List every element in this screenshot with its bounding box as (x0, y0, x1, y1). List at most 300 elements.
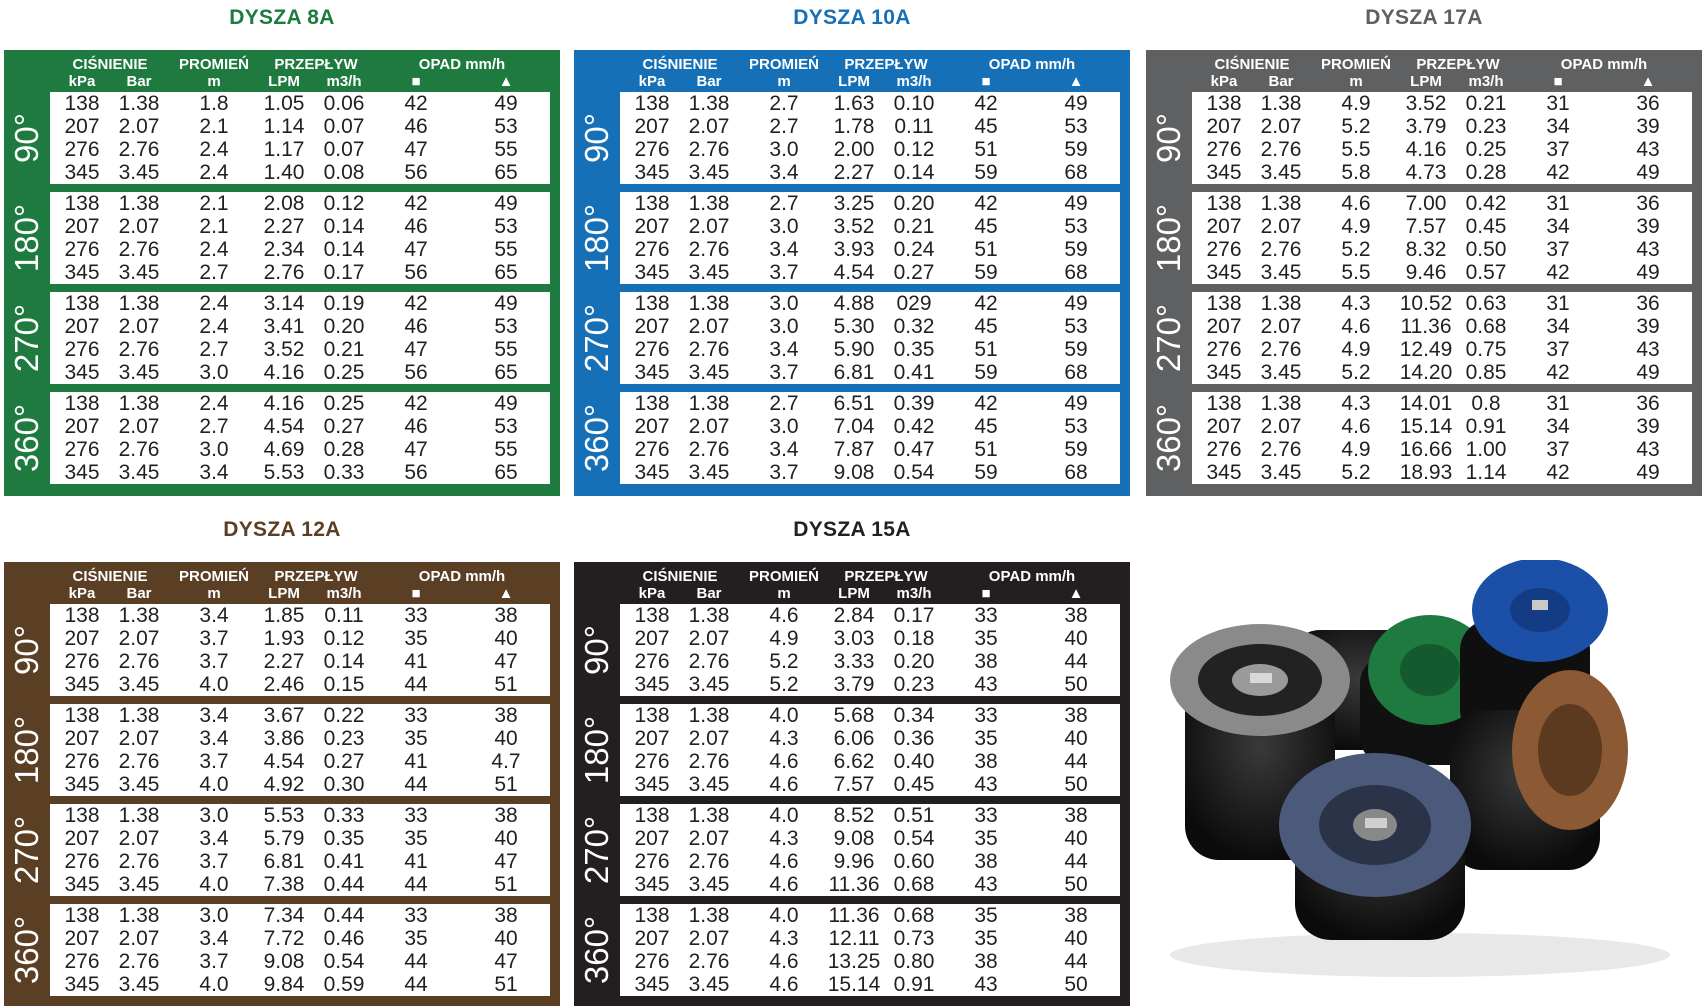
table-header (4, 562, 560, 604)
table-cell: 59 (1064, 338, 1088, 361)
table-cell: 3.45 (688, 361, 730, 384)
angle-values (620, 292, 1120, 384)
table-cell: 46 (404, 415, 428, 438)
table-cell: 33 (404, 804, 428, 827)
table-cell: 4.0 (199, 773, 229, 796)
table-row (50, 261, 550, 284)
header-m: m (1349, 73, 1363, 90)
angle-block (574, 704, 1130, 796)
table-cell: 44 (1064, 850, 1088, 873)
table-row (620, 92, 1120, 115)
table-cell: 49 (1064, 192, 1088, 215)
table-cell: 3.4 (199, 727, 229, 750)
header-kpa: kPa (68, 585, 96, 602)
header-cisnienie: CIŚNIENIE (642, 568, 718, 585)
table-row (50, 973, 550, 996)
table-cell: 0.41 (893, 361, 935, 384)
table-cell: 207 (1206, 115, 1242, 138)
header-square: ■ (1553, 73, 1563, 90)
table-cell: 207 (64, 927, 100, 950)
table-cell: 3.4 (199, 827, 229, 850)
table-cell: 0.68 (1465, 315, 1507, 338)
table-cell: 0.68 (893, 873, 935, 896)
table-cell: 3.7 (199, 627, 229, 650)
table-cell: 207 (1206, 215, 1242, 238)
nozzle-table (574, 8, 1130, 496)
table-cell: 7.04 (833, 415, 875, 438)
header-triangle: ▲ (498, 585, 514, 602)
table-cell: 4.6 (769, 950, 799, 973)
header-triangle: ▲ (1068, 585, 1084, 602)
header-triangle: ▲ (1640, 73, 1656, 90)
table-cell: 0.20 (893, 650, 935, 673)
header-opad: OPAD mm/h (418, 568, 506, 585)
table-cell: 138 (1206, 292, 1242, 315)
table-cell: 59 (974, 461, 998, 484)
table-cell: 49 (1064, 292, 1088, 315)
table-cell: 35 (974, 627, 998, 650)
table-cell: 7.57 (1405, 215, 1447, 238)
table-cell: 2.76 (688, 238, 730, 261)
table-cell: 31 (1546, 292, 1570, 315)
table-cell: 2.07 (1260, 115, 1302, 138)
angle-block (1146, 92, 1702, 184)
table-cell: 3.0 (199, 361, 229, 384)
header-kpa: kPa (638, 73, 666, 90)
header-m3h: m3/h (326, 73, 362, 90)
table-cell: 44 (404, 873, 428, 896)
angle-values (620, 392, 1120, 484)
table-cell: 0.07 (323, 138, 365, 161)
angle-text: 270° (578, 303, 616, 373)
angle-block (574, 804, 1130, 896)
table-row (620, 750, 1120, 773)
table-row (50, 773, 550, 796)
table-row (50, 92, 550, 115)
header-kpa: kPa (638, 585, 666, 602)
table-cell: 2.7 (199, 261, 229, 284)
table-title: DYSZA 12A (223, 518, 341, 541)
table-cell: 276 (634, 138, 670, 161)
table-row (50, 850, 550, 873)
table-cell: 2.4 (199, 392, 229, 415)
table-cell: 40 (1064, 727, 1088, 750)
table-cell: 43 (974, 973, 998, 996)
table-cell: 2.76 (688, 438, 730, 461)
table-cell: 39 (1636, 315, 1660, 338)
table-cell: 6.51 (833, 392, 875, 415)
table-cell: 3.03 (833, 627, 875, 650)
table-cell: 5.5 (1341, 138, 1371, 161)
table-cell: 49 (494, 92, 518, 115)
table-cell: 0.36 (893, 727, 935, 750)
angle-block (574, 604, 1130, 696)
table-cell: 46 (404, 315, 428, 338)
table-cell: 15.14 (827, 973, 881, 996)
table-cell: 0.45 (893, 773, 935, 796)
table-cell: 4.6 (769, 604, 799, 627)
table-cell: 4.9 (1341, 92, 1371, 115)
table-cell: 138 (64, 192, 100, 215)
table-cell: 2.7 (769, 392, 799, 415)
table-cell: 53 (494, 115, 518, 138)
table-cell: 3.25 (833, 192, 875, 215)
table-cell: 2.07 (688, 827, 730, 850)
table-cell: 0.23 (893, 673, 935, 696)
angle-block (4, 904, 560, 996)
table-row (620, 292, 1120, 315)
table-cell: 1.85 (263, 604, 305, 627)
table-row (1192, 315, 1692, 338)
table-cell: 3.0 (769, 292, 799, 315)
table-cell: 45 (974, 215, 998, 238)
table-cell: 49 (1636, 361, 1660, 384)
table-row (620, 827, 1120, 850)
table-cell: 0.33 (323, 804, 365, 827)
table-cell: 9.08 (833, 827, 875, 850)
table-row (620, 192, 1120, 215)
table-cell: 138 (634, 604, 670, 627)
table-cell: 47 (404, 438, 428, 461)
table-row (620, 604, 1120, 627)
table-header (1146, 50, 1702, 92)
table-cell: 2.76 (688, 850, 730, 873)
table-cell: 2.27 (263, 650, 305, 673)
header-lpm: LPM (838, 73, 870, 90)
table-header (574, 50, 1130, 92)
table-cell: 0.14 (323, 238, 365, 261)
table-row (620, 392, 1120, 415)
table-row (620, 727, 1120, 750)
table-cell: 276 (634, 650, 670, 673)
table-cell: 6.81 (263, 850, 305, 873)
table-cell: 0.42 (1465, 192, 1507, 215)
angle-text: 90° (1150, 113, 1187, 163)
table-cell: 55 (494, 138, 518, 161)
table-cell: 4.3 (1341, 292, 1371, 315)
table-cell: 59 (1064, 438, 1088, 461)
angle-block (574, 392, 1130, 484)
table-cell: 4.9 (1341, 215, 1371, 238)
angle-text: 90° (8, 113, 45, 163)
table-cell: 276 (634, 338, 670, 361)
table-cell: 33 (404, 704, 428, 727)
header-przeplyw: PRZEPŁYW (844, 56, 928, 73)
table-cell: 3.79 (1405, 115, 1447, 138)
table-cell: 43 (974, 873, 998, 896)
table-cell: 138 (64, 292, 100, 315)
table-cell: 0.12 (323, 192, 365, 215)
table-cell: 4.9 (1341, 438, 1371, 461)
table-row (1192, 392, 1692, 415)
table-cell: 2.07 (118, 727, 160, 750)
table-cell: 0.60 (893, 850, 935, 873)
table-cell: 11.36 (828, 904, 880, 927)
angle-block (4, 192, 560, 284)
table-row (1192, 261, 1692, 284)
table-cell: 138 (634, 392, 670, 415)
table-cell: 2.4 (199, 161, 229, 184)
table-cell: 33 (974, 604, 998, 627)
table-cell: 276 (64, 850, 100, 873)
angle-block (574, 292, 1130, 384)
table-row (50, 950, 550, 973)
header-square: ■ (411, 73, 421, 90)
table-cell: 3.7 (199, 650, 229, 673)
table-cell: 207 (64, 627, 100, 650)
table-cell: 42 (404, 92, 428, 115)
table-cell: 49 (494, 392, 518, 415)
table-cell: 1.38 (118, 292, 160, 315)
angle-block (1146, 392, 1702, 484)
table-cell: 40 (1064, 927, 1088, 950)
table-cell: 44 (1064, 650, 1088, 673)
table-cell: 31 (1546, 192, 1570, 215)
table-cell: 35 (404, 927, 428, 950)
table-cell: 207 (1206, 415, 1242, 438)
table-row (50, 161, 550, 184)
table-cell: 14.20 (1399, 361, 1453, 384)
table-cell: 2.1 (199, 115, 229, 138)
table-cell: 3.45 (118, 161, 160, 184)
table-cell: 41 (404, 850, 428, 873)
table-cell: 4.3 (769, 927, 799, 950)
table-cell: 0.44 (323, 873, 365, 896)
angle-values (620, 904, 1120, 996)
table-cell: 15.14 (1399, 415, 1453, 438)
table-cell: 2.76 (688, 138, 730, 161)
table-cell: 0.25 (323, 392, 365, 415)
table-cell: 2.07 (118, 115, 160, 138)
table-cell: 5.2 (1341, 238, 1371, 261)
table-cell: 8.32 (1405, 238, 1447, 261)
header-m: m (207, 585, 221, 602)
table-cell: 36 (1636, 392, 1660, 415)
table-cell: 65 (494, 461, 518, 484)
table-cell: 138 (64, 392, 100, 415)
table-cell: 1.14 (263, 115, 305, 138)
table-cell: 3.4 (199, 704, 229, 727)
table-cell: 4.16 (1405, 138, 1447, 161)
table-cell: 4.6 (769, 973, 799, 996)
table-cell: 1.38 (118, 192, 160, 215)
angle-text: 270° (1150, 303, 1188, 373)
table-cell: 3.45 (688, 261, 730, 284)
table-cell: 0.33 (323, 461, 365, 484)
table-cell: 51 (494, 673, 518, 696)
table-cell: 56 (404, 461, 428, 484)
table-cell: 2.76 (1260, 238, 1302, 261)
table-cell: 0.57 (1465, 261, 1507, 284)
table-cell: 36 (1636, 92, 1660, 115)
table-cell: 4.6 (1341, 192, 1371, 215)
table-row (50, 750, 550, 773)
table-cell: 4.3 (1341, 392, 1371, 415)
angle-block (4, 392, 560, 484)
table-cell: 3.7 (199, 950, 229, 973)
table-cell: 4.3 (769, 827, 799, 850)
table-cell: 3.0 (769, 415, 799, 438)
table-cell: 49 (1636, 461, 1660, 484)
table-cell: 0.75 (1465, 338, 1507, 361)
table-cell: 2.76 (118, 138, 160, 161)
table-cell: 50 (1064, 773, 1088, 796)
table-cell: 3.45 (118, 973, 160, 996)
table-cell: 36 (1636, 192, 1660, 215)
table-row (50, 361, 550, 384)
table-cell: 3.45 (118, 773, 160, 796)
angle-values (50, 604, 550, 696)
table-row (620, 650, 1120, 673)
table-cell: 2.76 (1260, 438, 1302, 461)
table-cell: 207 (634, 627, 670, 650)
table-cell: 65 (494, 161, 518, 184)
table-row (620, 950, 1120, 973)
table-cell: 53 (494, 215, 518, 238)
table-cell: 5.2 (1341, 115, 1371, 138)
table-cell: 0.32 (893, 315, 935, 338)
table-cell: 12.49 (1399, 338, 1453, 361)
table-row (620, 773, 1120, 796)
table-row (50, 461, 550, 484)
table-cell: 44 (404, 973, 428, 996)
table-row (620, 338, 1120, 361)
header-promien: PROMIEŃ (178, 56, 249, 73)
angle-text: 90° (578, 625, 615, 675)
table-cell: 207 (634, 115, 670, 138)
table-cell: 2.4 (199, 292, 229, 315)
table-cell: 345 (634, 161, 670, 184)
table-row (50, 438, 550, 461)
table-row (1192, 238, 1692, 261)
table-cell: 40 (494, 927, 518, 950)
table-cell: 0.34 (893, 704, 935, 727)
table-cell: 4.6 (1341, 315, 1371, 338)
table-cell: 2.00 (833, 138, 875, 161)
table-cell: 4.9 (1341, 338, 1371, 361)
table-cell: 3.4 (769, 338, 799, 361)
table-cell: 0.15 (323, 673, 365, 696)
table-cell: 9.08 (263, 950, 305, 973)
table-cell: 0.14 (323, 650, 365, 673)
header-przeplyw: PRZEPŁYW (1416, 56, 1500, 73)
angle-text: 180° (1150, 203, 1188, 273)
table-cell: 65 (494, 261, 518, 284)
table-cell: 345 (64, 161, 100, 184)
table-cell: 3.7 (199, 750, 229, 773)
header-cisnienie: CIŚNIENIE (72, 568, 148, 585)
table-cell: 0.68 (893, 904, 935, 927)
table-cell: 59 (974, 261, 998, 284)
table-cell: 4.9 (769, 627, 799, 650)
table-cell: 2.07 (688, 627, 730, 650)
table-cell: 5.30 (833, 315, 875, 338)
table-cell: 0.50 (1465, 238, 1507, 261)
table-cell: 0.10 (893, 92, 935, 115)
header-promien: PROMIEŃ (178, 568, 249, 585)
table-cell: 138 (634, 192, 670, 215)
table-cell: 345 (64, 773, 100, 796)
angle-block (574, 92, 1130, 184)
table-row (50, 138, 550, 161)
table-cell: 3.7 (199, 850, 229, 873)
table-cell: 2.76 (118, 438, 160, 461)
table-cell: 3.7 (769, 261, 799, 284)
table-cell: 5.68 (833, 704, 875, 727)
table-cell: 207 (634, 827, 670, 850)
table-cell: 51 (974, 438, 998, 461)
table-cell: 0.91 (893, 973, 935, 996)
table-row (1192, 192, 1692, 215)
table-cell: 0.21 (323, 338, 365, 361)
table-cell: 1.38 (688, 292, 730, 315)
table-row (1192, 461, 1692, 484)
header-opad: OPAD mm/h (988, 56, 1076, 73)
table-cell: 1.38 (118, 92, 160, 115)
table-cell: 44 (404, 950, 428, 973)
angle-values (1192, 392, 1692, 484)
table-cell: 37 (1546, 238, 1570, 261)
table-cell: 5.53 (263, 804, 305, 827)
table-cell: 51 (974, 238, 998, 261)
table-row (620, 627, 1120, 650)
table-cell: 55 (494, 338, 518, 361)
table-row (620, 873, 1120, 896)
table-cell: 4.6 (1341, 415, 1371, 438)
table-cell: 2.46 (263, 673, 305, 696)
table-cell: 1.78 (833, 115, 875, 138)
table-cell: 3.45 (688, 673, 730, 696)
table-cell: 207 (64, 215, 100, 238)
table-cell: 34 (1546, 415, 1570, 438)
table-cell: 49 (1064, 392, 1088, 415)
table-row (620, 850, 1120, 873)
table-cell: 53 (494, 415, 518, 438)
table-cell: 0.18 (893, 627, 935, 650)
table-cell: 2.4 (199, 138, 229, 161)
table-cell: 18.93 (1399, 461, 1453, 484)
table-cell: 2.07 (118, 315, 160, 338)
table-cell: 3.45 (688, 461, 730, 484)
table-cell: 3.14 (263, 292, 305, 315)
table-cell: 2.76 (1260, 338, 1302, 361)
table-cell: 207 (634, 415, 670, 438)
table-cell: 0.44 (323, 904, 365, 927)
table-cell: 138 (634, 92, 670, 115)
table-cell: 2.76 (118, 750, 160, 773)
angle-values (50, 704, 550, 796)
table-cell: 42 (404, 292, 428, 315)
table-cell: 2.76 (688, 750, 730, 773)
table-cell: 41 (404, 650, 428, 673)
table-cell: 345 (634, 461, 670, 484)
table-cell: 207 (634, 927, 670, 950)
table-cell: 14.01 (1399, 392, 1453, 415)
table-cell: 5.79 (263, 827, 305, 850)
table-cell: 46 (404, 215, 428, 238)
table-cell: 59 (1064, 138, 1088, 161)
table-cell: 0.23 (323, 727, 365, 750)
table-cell: 0.51 (893, 804, 935, 827)
table-row (620, 673, 1120, 696)
table-cell: 33 (404, 604, 428, 627)
table-cell: 56 (404, 161, 428, 184)
table-cell: 39 (1636, 415, 1660, 438)
table-cell: 207 (1206, 315, 1242, 338)
table-cell: 1.14 (1465, 461, 1507, 484)
table-cell: 1.00 (1465, 438, 1507, 461)
table-cell: 3.4 (199, 461, 229, 484)
